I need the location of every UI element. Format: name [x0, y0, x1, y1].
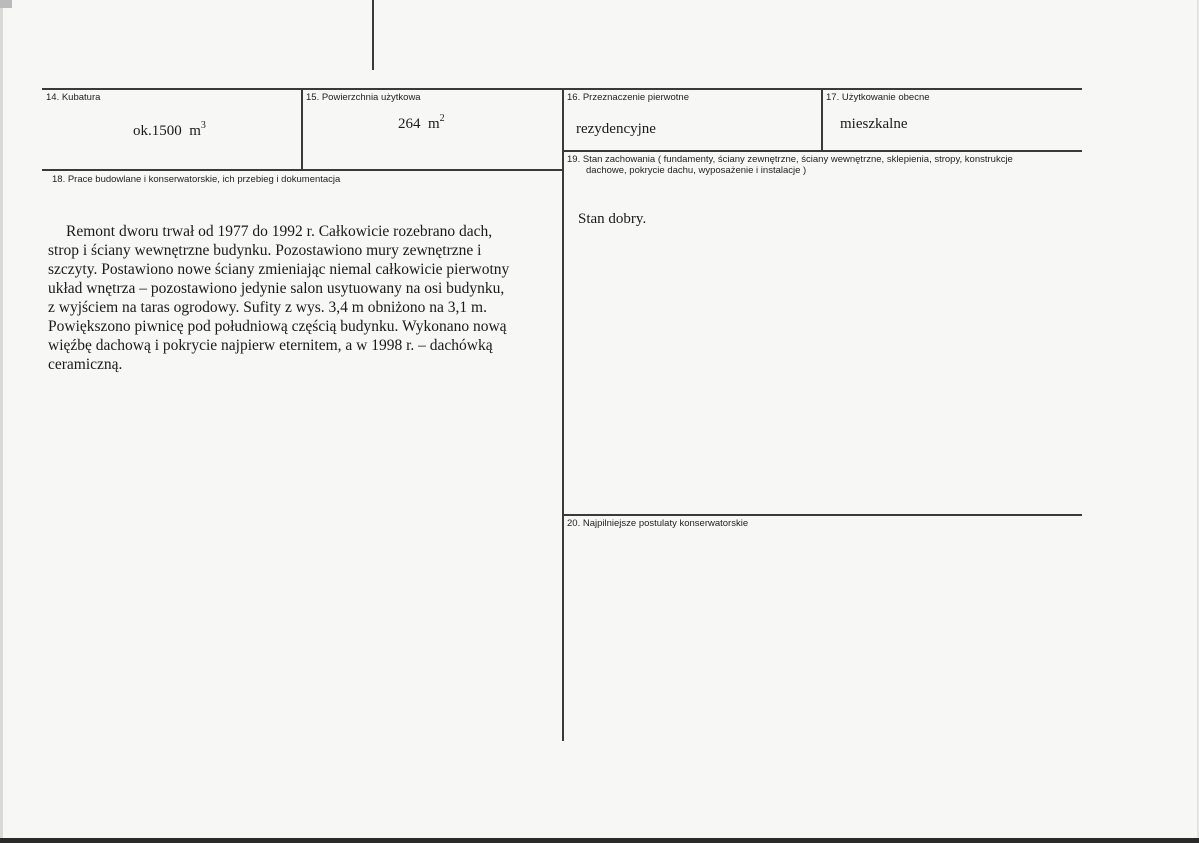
field-18-line: szczyty. Postawiono nowe ściany zmieniając niemal całkowicie pierwotny [48, 261, 510, 278]
field-17-label: 17. Użytkowanie obecne [826, 92, 930, 103]
area-unit-exponent: 2 [439, 113, 445, 124]
field-14-label: 14. Kubatura [46, 92, 101, 103]
field-15-value [398, 114, 445, 133]
field-18-line: strop i ściany wewnętrzne budynku. Pozostawiono mury zewnętrzne i [48, 242, 482, 259]
field-14-value [133, 121, 206, 140]
scan-corner-mark [0, 0, 12, 8]
field-18-line: układ wnętrza – pozostawiono jedynie salon usytuowany na osi budynku, [48, 280, 505, 297]
field-18-line: ceramiczną. [48, 356, 123, 373]
top-center-vertical-line [372, 0, 374, 70]
right-section-horizontal-line [562, 150, 1082, 152]
left-section-horizontal-line [42, 169, 562, 171]
field-19-value: Stan dobry. [578, 211, 647, 227]
field-17-value: mieszkalne [840, 116, 908, 132]
volume-unit-exponent: 3 [200, 120, 206, 131]
divider-16-17 [821, 88, 823, 150]
field-16-value: rezydencyjne [576, 121, 656, 137]
field-18-line: z wyjściem na taras ogrodowy. Sufity z wys. 3,4 m obniżono na 3,1 m. [48, 299, 487, 316]
field-15-label: 15. Powierzchnia użytkowa [306, 92, 421, 103]
scan-edge-left [0, 0, 3, 843]
field-19-label-line2: dachowe, pokrycie dachu, wyposażenie i instalacje ) [586, 165, 807, 176]
divider-14-15 [301, 88, 303, 169]
volume-number: ok.1500 [133, 123, 182, 139]
field-16-label: 16. Przeznaczenie pierwotne [567, 92, 689, 103]
area-number: 264 [398, 116, 421, 132]
field-18-line: Remont dworu trwał od 1977 do 1992 r. Całkowicie rozebrano dach, [66, 223, 493, 240]
field-20-label: 20. Najpilniejsze postulaty konserwatorskie [567, 518, 749, 529]
field-20-top-line [562, 514, 1082, 516]
volume-unit: m [189, 123, 201, 139]
field-18-line: więźbę dachową i pokrycie najpierw eternitem, a w 1998 r. – dachówką [48, 337, 493, 354]
center-vertical-line [562, 88, 564, 741]
area-unit: m [428, 116, 440, 132]
field-18-line: Powiększono piwnicę pod południową częścią budynku. Wykonano nową [48, 318, 507, 335]
scan-edge-bottom [0, 838, 1199, 843]
field-19-label-line1: 19. Stan zachowania ( fundamenty, ściany zewnętrzne, ściany wewnętrzne, sklepienia, stropy, konstrukcje [567, 154, 1013, 165]
field-18-label: 18. Prace budowlane i konserwatorskie, ich przebieg i dokumentacja [52, 174, 341, 185]
